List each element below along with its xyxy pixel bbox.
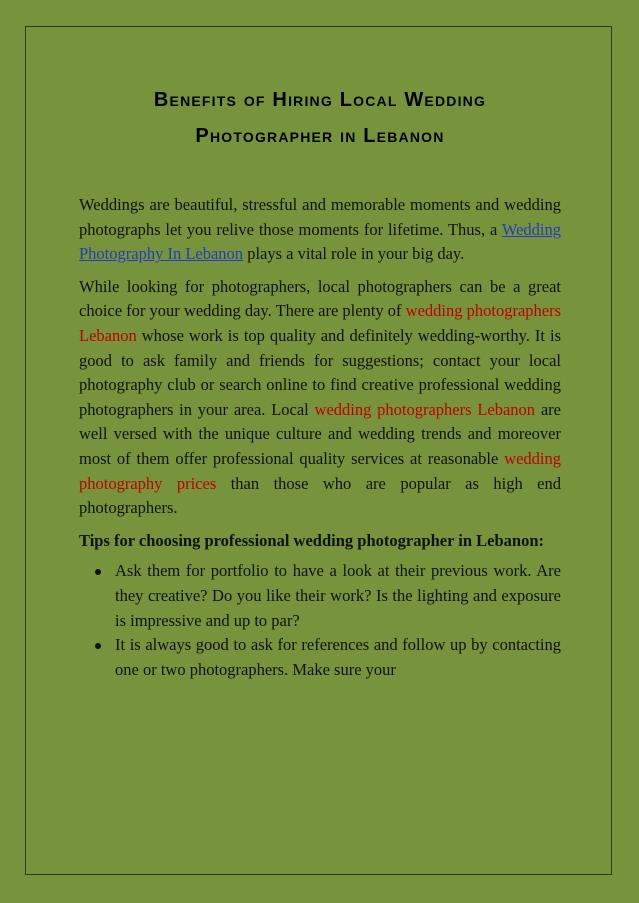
para2-text-3: are well versed with the unique culture and wedding trends and moreover most of them offer professional quality services at reasonable bbox=[79, 399, 561, 468]
wedding-photography-link[interactable]: Wedding Photography In Lebanon bbox=[79, 219, 561, 264]
intro-text-after-link: plays a vital role in your big day. bbox=[243, 244, 465, 264]
document-body bbox=[79, 193, 561, 682]
keyword-wedding-photographers-lebanon-1: wedding photographers Lebanon bbox=[79, 301, 562, 345]
tip-item-references bbox=[79, 633, 561, 682]
bullet-icon bbox=[95, 569, 101, 575]
tips-list bbox=[79, 559, 561, 682]
para2-text-4: than those who are popular as high end photographers. bbox=[79, 473, 561, 518]
intro-paragraph bbox=[79, 193, 561, 267]
tip-item-portfolio bbox=[79, 559, 561, 633]
para2-text-2: whose work is top quality and definitely wedding-worthy. It is good to ask family and friends for suggestions; contact your local photography club or search online to find creative professional wedding photographers in your area. Local bbox=[79, 325, 561, 419]
tips-heading: Tips for choosing professional wedding photographer in Lebanon: bbox=[79, 530, 545, 550]
keyword-wedding-photography-prices: wedding photography prices bbox=[79, 448, 561, 493]
bullet-icon bbox=[95, 643, 101, 649]
tip-text: Ask them for portfolio to have a look at their previous work. Are they creative? Do you like their work? Is the lighting and exposure is impressive and up to par? bbox=[115, 561, 561, 630]
title-line-2: Photographer in Lebanon bbox=[195, 125, 445, 147]
keyword-wedding-photographers-lebanon-2: wedding photographers Lebanon bbox=[314, 399, 536, 419]
intro-text-before-link: Weddings are beautiful, stressful and memorable moments and wedding photographs let you relive those moments for lifetime. Thus, a bbox=[79, 195, 561, 239]
title-line-1: Benefits of Hiring Local Wedding bbox=[153, 89, 487, 111]
document-title bbox=[80, 82, 560, 154]
local-photographers-paragraph bbox=[79, 275, 561, 521]
tip-text: It is always good to ask for references and follow up by contacting one or two photographers. Make sure your bbox=[115, 635, 561, 679]
para2-text-1: While looking for photographers, local photographers can be a great choice for your wedding day. There are plenty of bbox=[79, 276, 561, 321]
